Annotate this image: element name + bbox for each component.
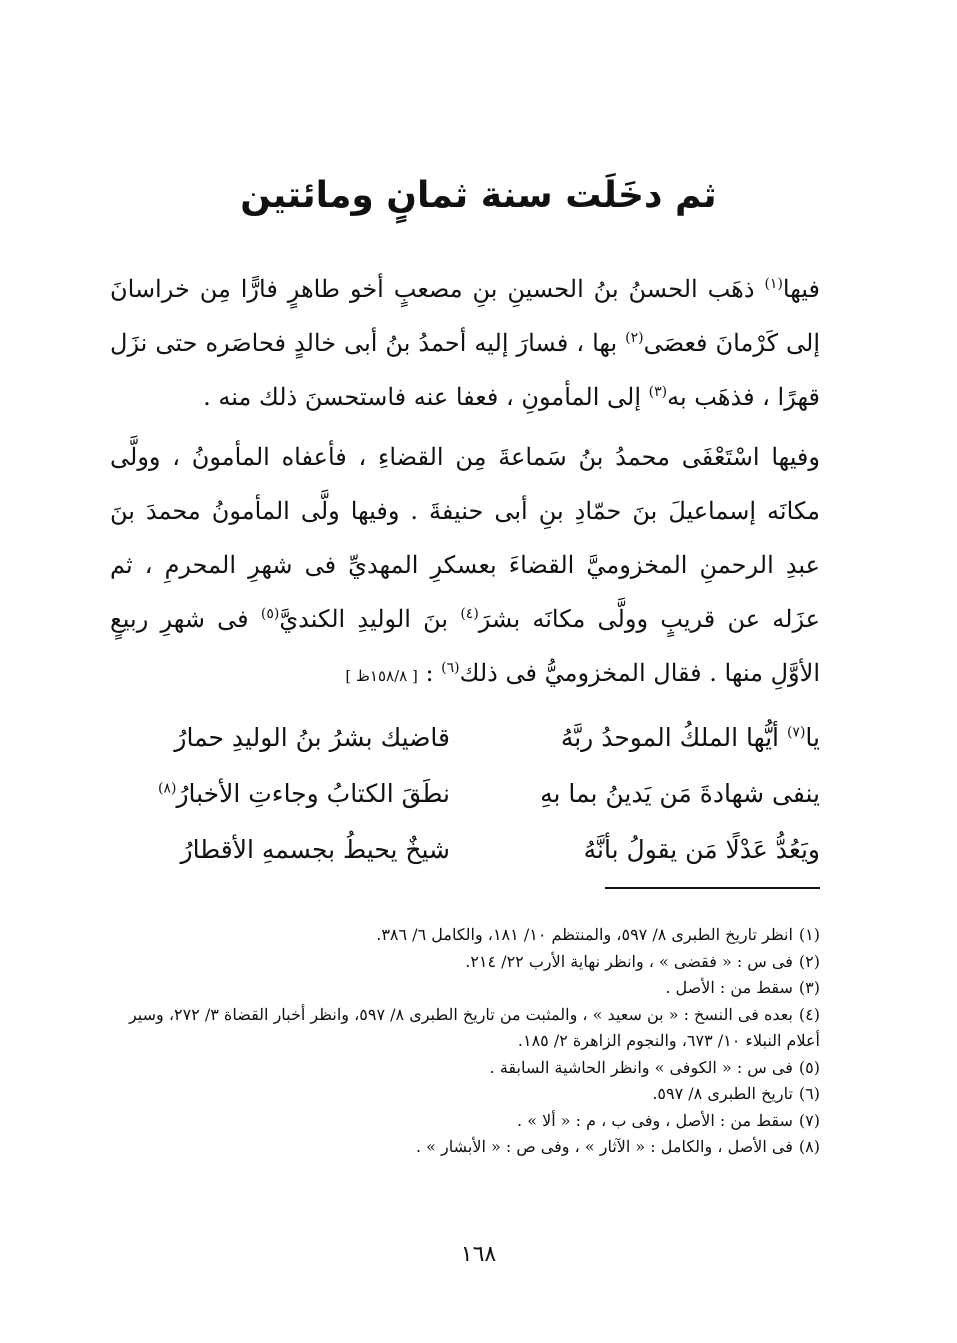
- footnote-ref[interactable]: (٨): [157, 780, 177, 797]
- footnote-ref[interactable]: (٦): [441, 660, 460, 676]
- footnote-text: انظر تاريخ الطبرى ٨/ ٥٩٧، والمنتظم ١٠/ ١٨١، والكامل ٦/ ٣٨٦.: [376, 925, 793, 944]
- footnote-ref[interactable]: (٥): [260, 606, 280, 622]
- manuscript-folio-marker: [ ١٥٨/٨ظ ]: [345, 667, 418, 685]
- text-run: فى شهرِ ربيعٍ الأوَّلِ منها . فقال المخزوميُّ فى ذلك: [110, 605, 820, 687]
- verse-text: ويَعُدُّ عَدْلًا مَن يقولُ بأنَّهُ: [583, 835, 820, 864]
- footnote-text: فى س : « الكوفى » وانظر الحاشية السابقة .: [489, 1057, 793, 1077]
- footnote: [100, 1134, 820, 1161]
- footnotes: [100, 922, 820, 1161]
- poem: [110, 710, 820, 878]
- poem-second-hemistich: [110, 822, 450, 878]
- poem-first-hemistich: [480, 710, 820, 766]
- footnote-ref[interactable]: (٣): [648, 384, 668, 400]
- paragraph-2: [110, 430, 820, 703]
- footnote-text: بعده فى النسخ : « بن سعيد » ، والمثبت من تاريخ الطبرى ٨/ ٥٩٧، وانظر أخبار القضاة ٣/ ٢٧٢، وسير أعلام النبلاء ١٠/ ٦٧٣، والنجوم الزاهرة ٢/ ١٨٥.: [128, 1004, 820, 1050]
- footnote-text: سقط من : الأصل .: [665, 978, 793, 997]
- verse-text: يا: [805, 723, 820, 752]
- footnote-number: (٢): [798, 951, 820, 971]
- footnote-ref[interactable]: (٤): [460, 606, 479, 622]
- page-title: ثم دخَلَت سنة ثمانٍ ومائتين: [240, 175, 717, 217]
- verse-text: نطَقَ الكتابُ وجاءتِ الأخبارُ: [176, 779, 450, 808]
- footnote-number: (٦): [798, 1084, 820, 1103]
- footnote: [100, 949, 820, 976]
- poem-second-hemistich: [110, 766, 450, 822]
- footnote-ref[interactable]: (٢): [625, 330, 644, 346]
- page-number: ١٦٨: [460, 1242, 497, 1267]
- footnote-number: (٣): [798, 978, 820, 997]
- poem-second-hemistich: [110, 710, 450, 766]
- footnote: [100, 922, 820, 949]
- verse-text: أيُّها الملكُ الموحدُ ربَّهُ: [560, 723, 787, 752]
- footnote: [100, 1055, 820, 1082]
- poem-first-hemistich: [480, 822, 820, 878]
- text-run: بنَ الوليدِ الكنديَّ: [279, 605, 461, 633]
- footnote: [100, 1108, 820, 1135]
- verse-text: ينفى شهادةَ مَن يَدينُ بما بهِ: [540, 779, 820, 808]
- footnote-ref[interactable]: (٧): [786, 724, 806, 741]
- verse-text: قاضيك بشرُ بنُ الوليدِ حمارُ: [174, 723, 450, 752]
- footnote: [100, 975, 820, 1002]
- footnote-text: فى س : « فقضى » ، وانظر نهاية الأرب ٢٢/ ٢١٤.: [465, 951, 793, 971]
- footnote-number: (١): [798, 925, 820, 944]
- footnote-number: (٧): [798, 1110, 820, 1130]
- main-text: [110, 262, 820, 707]
- footnote: [100, 1081, 820, 1108]
- text-run: :: [417, 659, 442, 687]
- footnote-separator: [605, 887, 820, 889]
- poem-verse: [110, 822, 820, 878]
- footnote-text: سقط من : الأصل ، وفى ب ، م : « ألا » .: [517, 1110, 793, 1130]
- footnote: [100, 1002, 820, 1055]
- paragraph-1: [110, 262, 820, 424]
- text-run: ذهَب الحسنُ بنُ الحسينِ بنِ مصعبٍ أخو طاهرٍ فارًّا مِن خراسانَ إلى كَرْمانَ فعصَى: [110, 275, 820, 357]
- text-run: وفيها اسْتَعْفَى محمدُ بنُ سَماعةَ مِن القضاءِ ، فأعفاه المأمونُ ، وولَّى مكانَه إسماعيلَ بنَ حمّادِ بنِ أبى حنيفةَ . وفيها ولَّى المأمونُ محمدَ بنَ عبدِ الرحمنِ المخزوميَّ القضاءَ بعسكرِ المهديِّ فى شهرِ المحرمِ ، ثم عزَله عن قريبٍ وولَّى مكانَه بشرَ: [110, 443, 820, 633]
- text-run: بها ، فسارَ إليه أحمدُ بنُ أبى خالدٍ فحاصَره حتى نزَل قهرًا ، فذهَب به: [110, 329, 820, 411]
- poem-verse: [110, 710, 820, 766]
- verse-text: شيخٌ يحيطُ بجسمهِ الأقطارُ: [180, 835, 450, 864]
- footnote-text: تاريخ الطبرى ٨/ ٥٩٧.: [652, 1084, 793, 1103]
- text-run: فيها: [782, 275, 820, 303]
- footnote-text: فى الأصل ، والكامل : « الآثار » ، وفى ص : « الأبشار » .: [415, 1137, 793, 1156]
- footnote-ref[interactable]: (١): [764, 276, 783, 292]
- footnote-number: (٥): [798, 1057, 820, 1077]
- footnote-number: (٨): [798, 1137, 820, 1156]
- text-run: إلى المأمونِ ، فعفا عنه فاستحسنَ ذلك منه .: [203, 383, 649, 411]
- footnote-number: (٤): [798, 1004, 820, 1024]
- poem-first-hemistich: [480, 766, 820, 822]
- poem-verse: [110, 766, 820, 822]
